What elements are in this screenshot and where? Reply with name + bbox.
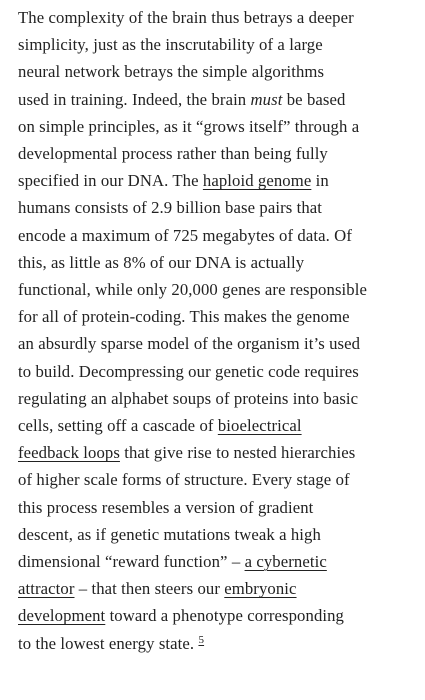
line-text: in	[311, 171, 329, 191]
link-embryonic-development-cont[interactable]: development	[18, 606, 106, 626]
text-line	[18, 412, 411, 439]
line-text: simplicity, just as the inscrutability of a large	[18, 35, 323, 55]
text-line	[18, 385, 411, 412]
text-line	[18, 4, 411, 31]
line-text: that give rise to nested hierarchies	[119, 443, 356, 463]
line-text: humans consists of 2.9 billion base pairs that	[18, 198, 323, 218]
line-text: used in training. Indeed, the brain	[18, 89, 251, 109]
line-text: this process resembles a version of gradient	[18, 497, 314, 517]
line-text: regulating an alphabet soups of proteins into basic	[18, 388, 359, 408]
text-line	[18, 358, 411, 385]
line-text: to the lowest energy state.	[18, 633, 199, 653]
link-cybernetic-attractor-cont[interactable]: attractor	[18, 579, 75, 599]
text-line	[18, 602, 411, 629]
line-text: cells, setting off a cascade of	[18, 416, 218, 436]
line-text: to build. Decompressing our genetic code requires	[18, 361, 359, 381]
line-text: neural network betrays the simple algorithms	[18, 62, 325, 82]
line-text: toward a phenotype corresponding	[105, 606, 345, 626]
text-line	[18, 466, 411, 493]
line-text: The complexity of the brain thus betrays a deeper	[18, 8, 354, 27]
line-text: this, as little as 8% of our DNA is actually	[18, 252, 305, 272]
line-text: of higher scale forms of structure. Every stage of	[18, 470, 350, 490]
line-text: an absurdly sparse model of the organism it’s used	[18, 334, 361, 354]
line-text: descent, as if genetic mutations tweak a high	[18, 524, 321, 544]
text-line	[18, 303, 411, 330]
link-bioelectrical-feedback-loops[interactable]: bioelectrical	[217, 416, 302, 436]
line-text: on simple principles, as it “grows itself” through a	[18, 116, 360, 136]
line-text: dimensional “reward function” –	[18, 552, 245, 572]
link-bioelectrical-feedback-loops-cont[interactable]: feedback loops	[18, 443, 120, 463]
text-line	[18, 548, 411, 575]
line-text: developmental process rather than being fully	[18, 144, 328, 164]
text-line	[18, 575, 411, 602]
text-line	[18, 330, 411, 357]
text-line	[18, 113, 411, 140]
text-line	[18, 276, 411, 303]
text-line	[18, 86, 411, 113]
link-cybernetic-attractor[interactable]: a cybernetic	[244, 552, 327, 572]
text-line	[18, 630, 411, 657]
text-line	[18, 249, 411, 276]
text-line	[18, 222, 411, 249]
line-text: be based	[282, 89, 346, 109]
footnote-marker	[198, 632, 204, 647]
text-line	[18, 439, 411, 466]
text-line	[18, 167, 411, 194]
text-line	[18, 494, 411, 521]
text-line	[18, 31, 411, 58]
text-line	[18, 58, 411, 85]
text-line	[18, 521, 411, 548]
line-text: – that then steers our	[74, 579, 225, 599]
text-line	[18, 194, 411, 221]
line-text: for all of protein-coding. This makes the genome	[18, 307, 350, 327]
emphasis-must: must	[250, 89, 283, 109]
link-haploid-genome[interactable]: haploid genome	[202, 171, 312, 191]
line-text: functional, while only 20,000 genes are responsible	[18, 280, 367, 300]
text-line	[18, 140, 411, 167]
footnote-link[interactable]: 5	[198, 633, 205, 646]
line-text: specified in our DNA. The	[18, 171, 203, 191]
link-embryonic-development[interactable]: embryonic	[224, 579, 297, 599]
line-text: encode a maximum of 725 megabytes of data. Of	[18, 225, 352, 245]
